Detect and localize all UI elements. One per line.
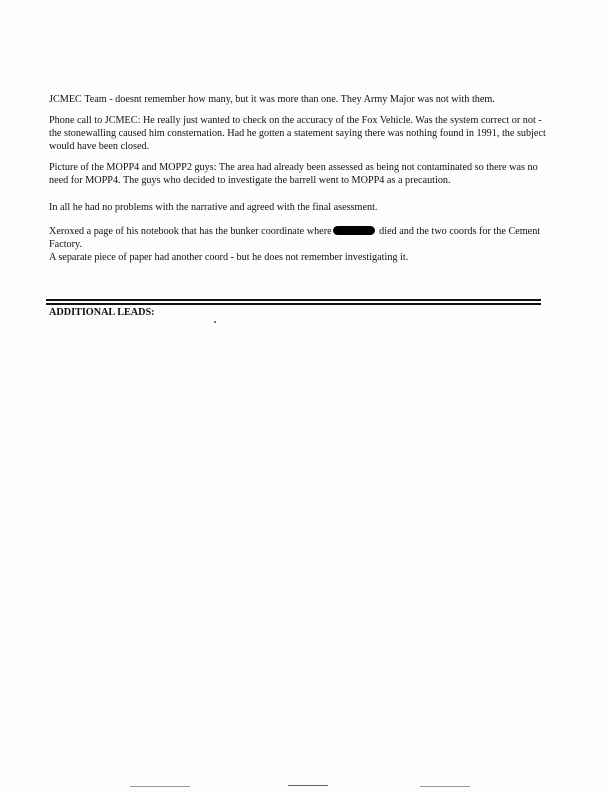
- scan-speck: [214, 321, 216, 323]
- paragraph-phone-call: Phone call to JCMEC: He really just wanted to check on the accuracy of the Fox Vehicle. Was the system correct or not - the stonewalling caused him consternation. Had he gotten a statement saying there was nothing found in 1991, the subject would have been closed.: [49, 115, 546, 152]
- xerox-text-after: died and the two coords for the Cement Factory.: [49, 226, 541, 250]
- scan-artifact: [130, 786, 190, 787]
- separate-paper-text: A separate piece of paper had another coord - but he does not remember investigating it.: [49, 252, 409, 263]
- additional-leads-heading: ADDITIONAL LEADS:: [49, 307, 155, 318]
- redaction-mark: [333, 226, 375, 235]
- scan-artifact: [420, 786, 470, 787]
- paragraph-xerox: [49, 225, 554, 264]
- section-divider-top: [46, 299, 541, 301]
- section-divider-bottom: [46, 303, 541, 305]
- xerox-text-before: Xeroxed a page of his notebook that has the bunker coordinate where: [49, 226, 332, 237]
- paragraph-jcmec-team: JCMEC Team - doesnt remember how many, but it was more than one. They Army Major was not with them.: [49, 94, 495, 105]
- paragraph-mopp: Picture of the MOPP4 and MOPP2 guys: The area had already been assessed as being not contaminated so there was no need for MOPP4. The guys who decided to investigate the barrell went to MOPP4 as a precaution.: [49, 162, 538, 186]
- paragraph-narrative: In all he had no problems with the narrative and agreed with the final asessment.: [49, 202, 378, 213]
- scan-artifact: [288, 785, 328, 786]
